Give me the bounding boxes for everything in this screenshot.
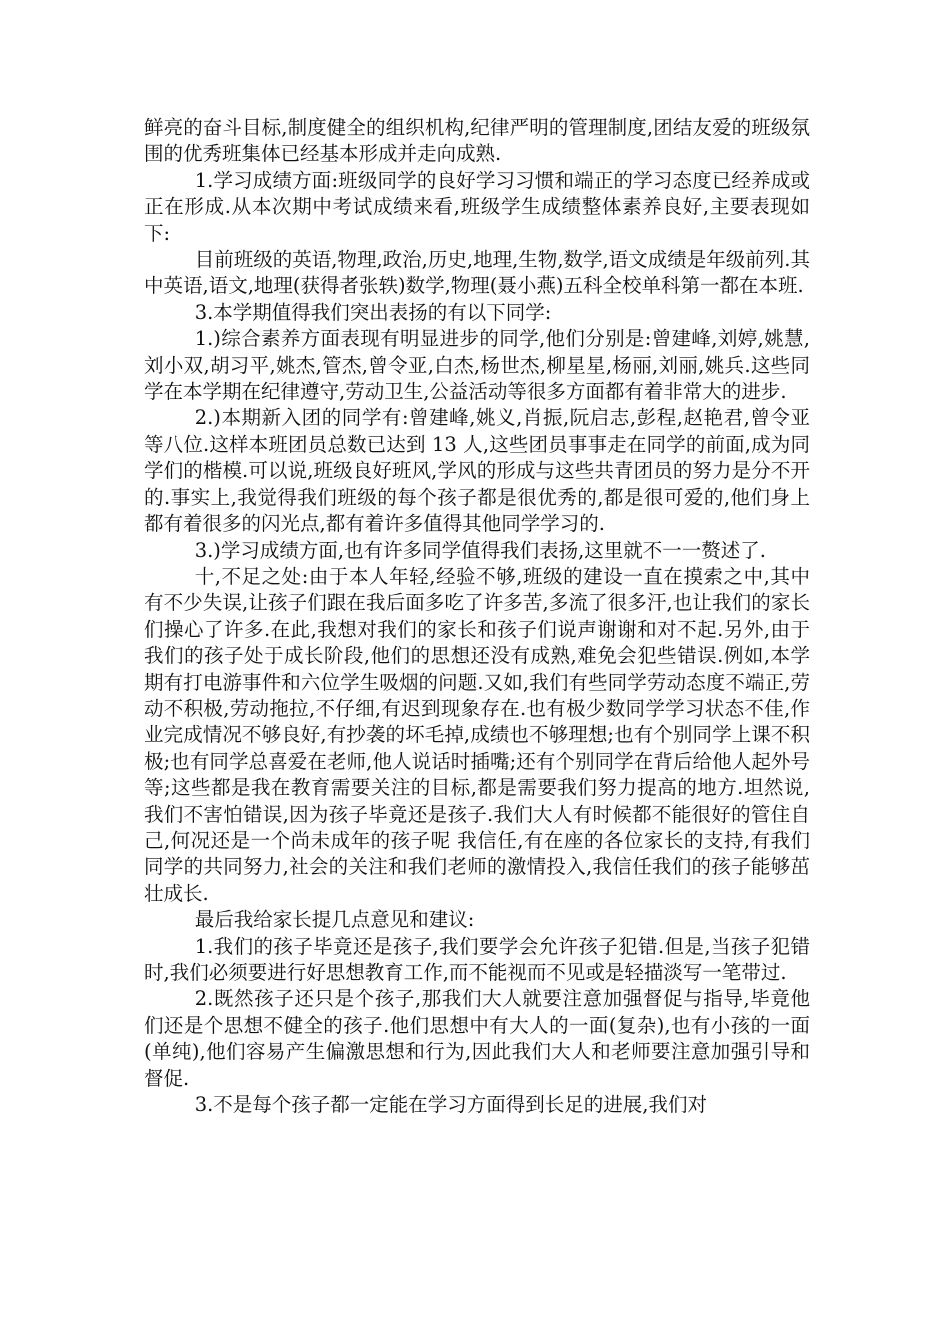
paragraph-advice-3: 3.不是每个孩子都一定能在学习方面得到长足的进展,我们对 bbox=[194, 1093, 707, 1117]
paragraph-praise-grades: 3.)学习成绩方面,也有许多同学值得我们表扬,这里就不一一赘述了. bbox=[194, 538, 766, 562]
paragraph-advice-heading: 最后我给家长提几点意见和建议: bbox=[194, 908, 475, 932]
paragraph-advice-1: 1.我们的孩子毕竟还是孩子,我们要学会允许孩子犯错.但是,当孩子犯错时,我们必须要进行好思想教育工作,而不能视而不见或是轻描淡写一笔带过. bbox=[144, 934, 810, 984]
paragraph-shortcomings: 十,不足之处:由于本人年轻,经验不够,班级的建设一直在摸索之中,其中有不少失误,让孩子们跟在我后面多吃了许多苦,多流了很多汗,也让我们的家长们操心了许多.在此,我想对我们的家长和孩子们说声谢谢和对不起.另外,由于我们的孩子处于成长阶段,他们的思想还没有成熟,难免会犯些错误.例如,本学期有打电游事件和六位学生吸烟的问题.又如,我们有些同学劳动态度不端正,劳动不积极,劳动拖拉,不仔细,有迟到现象存在.也有极少数同学学习状态不佳,作业完成情况不够良好,有抄袭的坏毛掉,成绩也不够理想;也有个别同学上课不积极;也有同学总喜爱在老师,他人说话时插嘴;还有个别同学在背后给他人起外号等;这些都是我在教育需要关注的目标,都是需要我们努力提高的地方.坦然说,我们不害怕错误,因为孩子毕竟还是孩子.我们大人有时候都不能很好的管住自己,何况还是一个尚未成年的孩子呢 我信任,有在座的各位家长的支持,有我们同学的共同努力,社会的关注和我们老师的激情投入,我信任我们的孩子能够茁壮成长. bbox=[144, 564, 810, 905]
paragraph-intro: 鲜亮的奋斗目标,制度健全的组织机构,纪律严明的管理制度,团结友爱的班级氛围的优秀班集体已经基本形成并走向成熟. bbox=[144, 116, 810, 166]
paragraph-praise-league: 2.)本期新入团的同学有:曾建峰,姚义,肖振,阮启志,彭程,赵艳君,曾令亚等八位.这样本班团员总数已达到 13 人,这些团员事事走在同学的前面,成为同学们的楷模.可以说,班级良好班风,学风的形成与这些共青团员的努力是分不开的.事实上,我觉得我们班级的每个孩子都是很优秀的,都是很可爱的,他们身上都有着很多的闪光点,都有着许多值得其他同学学习的. bbox=[144, 406, 810, 536]
paragraph-praise-heading: 3.本学期值得我们突出表扬的有以下同学: bbox=[194, 300, 552, 324]
paragraph-study-results: 1.学习成绩方面:班级同学的良好学习习惯和端正的学习态度已经养成或正在形成.从本次期中考试成绩来看,班级学生成绩整体素养良好,主要表现如下: bbox=[144, 168, 810, 245]
paragraph-praise-progress: 1.)综合素养方面表现有明显进步的同学,他们分别是:曾建峰,刘婷,姚慧,刘小双,胡习平,姚杰,管杰,曾令亚,白杰,杨世杰,柳星星,杨丽,刘丽,姚兵.这些同学在本学期在纪律遵守,劳动卫生,公益活动等很多方面都有着非常大的进步. bbox=[144, 327, 810, 404]
paragraph-subject-rankings: 目前班级的英语,物理,政治,历史,地理,生物,数学,语文成绩是年级前列.其中英语,语文,地理(获得者张轶)数学,物理(聂小燕)五科全校单科第一都在本班. bbox=[144, 248, 810, 298]
document-body bbox=[144, 115, 810, 1118]
paragraph-advice-2: 2.既然孩子还只是个孩子,那我们大人就要注意加强督促与指导,毕竟他们还是个思想不健全的孩子.他们思想中有大人的一面(复杂),也有小孩的一面(单纯),他们容易产生偏激思想和行为,因此我们大人和老师要注意加强引导和督促. bbox=[144, 987, 810, 1090]
